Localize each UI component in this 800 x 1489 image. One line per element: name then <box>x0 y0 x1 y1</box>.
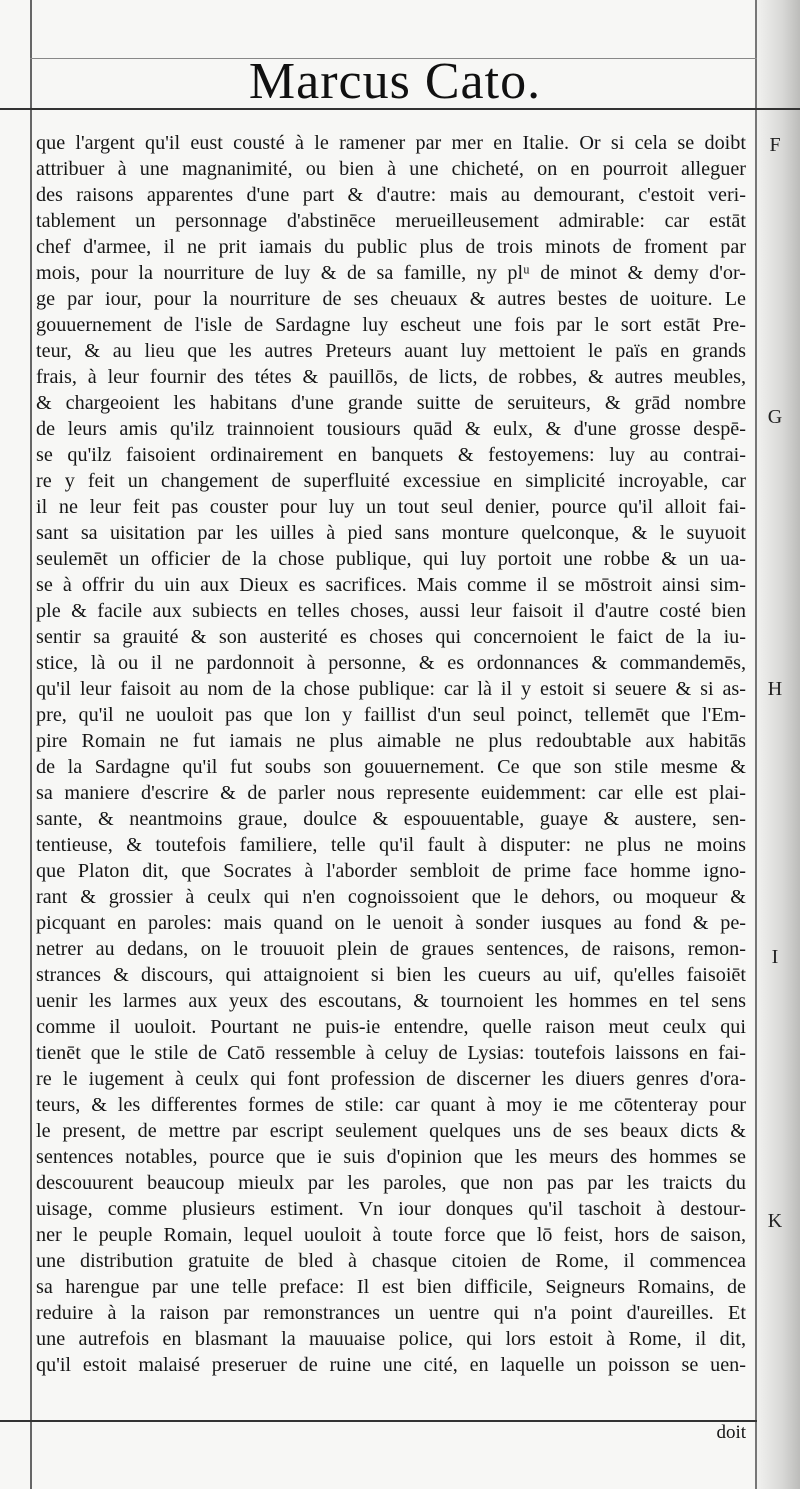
text-line: ner le peuple Romain, lequel uouloit à toute force que lō feist, hors de saison, <box>36 1224 746 1246</box>
text-line: que Platon dit, que Socrates à l'aborder sembloit de prime face homme igno- <box>36 860 746 882</box>
text-line: pre, qu'il ne uouloit pas que lon y faillist d'un seul poinct, tellemēt que l'Em- <box>36 704 746 726</box>
right-frame-rule <box>755 0 757 1489</box>
bottom-frame-rule <box>0 1420 757 1422</box>
text-line: rant & grossier à ceulx qui n'en cognoissoient que le dehors, ou moqueur & <box>36 886 746 908</box>
text-line: une autrefois en blasmant la mauuaise police, qui lors estoit à Rome, il dit, <box>36 1328 746 1350</box>
text-line: une distribution gratuite de bled à chasque citoien de Rome, il commencea <box>36 1250 746 1272</box>
text-line: gouuernement de l'isle de Sardagne luy escheut une fois par le sort estāt Pre- <box>36 314 746 336</box>
text-line: ge par iour, pour la nourriture de ses cheuaux & autres bestes de uoiture. Le <box>36 288 746 310</box>
left-frame-rule <box>30 0 32 1489</box>
text-line: re y feit un changement de superfluité excessiue en simplicité incroyable, car <box>36 470 746 492</box>
text-line: de la Sardagne qu'il fut soubs son gouuernement. Ce que son stile mesme & <box>36 756 746 778</box>
text-line: netrer au dedans, on le trouuoit plein de graues sentences, de raisons, remon- <box>36 938 746 960</box>
marginal-letter-i: I <box>771 946 779 968</box>
text-line: frais, à leur fournir des tétes & pauillōs, de licts, de robbes, & autres meubles, <box>36 366 746 388</box>
text-line: se à offrir du uin aux Dieux es sacrifices. Mais comme il se mōstroit ainsi sim- <box>36 574 746 596</box>
text-line: & chargeoient les habitans d'une grande suitte de seruiteurs, & grād nombre <box>36 392 746 414</box>
binding-shadow <box>756 0 800 1489</box>
text-line: picquant en paroles: mais quand on le uenoit à sonder iusques au fond & pe- <box>36 912 746 934</box>
text-line: sant sa uisitation par les uilles à pied sans monture quelconque, & le suyuoit <box>36 522 746 544</box>
text-line: tentieuse, & toutefois familiere, telle qu'il fault à disputer: ne plus ne moins <box>36 834 746 856</box>
text-line: des raisons apparentes d'une part & d'autre: mais au demourant, c'estoit veri- <box>36 184 746 206</box>
text-line: sa harengue par une telle preface: Il est bien difficile, Seigneurs Romains, de <box>36 1276 746 1298</box>
text-line: sante, & neantmoins graue, doulce & espouuentable, guaye & austere, sen- <box>36 808 746 830</box>
text-line: sentir sa grauité & son austerité es choses qui concernoient le faict de la iu- <box>36 626 746 648</box>
catchword: doit <box>716 1422 746 1443</box>
text-line: ple & facile aux subiects en telles choses, aussi leur faisoit il d'autre costé bien <box>36 600 746 622</box>
text-line: se qu'ilz faisoient ordinairement en banquets & festoyemens: luy au contrai- <box>36 444 746 466</box>
marginal-letter-k: K <box>767 1210 783 1232</box>
running-title: Marcus Cato. <box>248 53 542 110</box>
text-line: re le iugement à ceulx qui font profession de discerner les diuers genres d'ora- <box>36 1068 746 1090</box>
marginal-letter-h: H <box>767 678 783 700</box>
text-line: uenir les larmes aux yeux des escoutans, & tournoient les hommes en tel sens <box>36 990 746 1012</box>
text-line: reduire à la raison par remonstrances un uentre qui n'a point d'aureilles. Et <box>36 1302 746 1324</box>
text-line: comme il uouloit. Pourtant ne puis-ie entendre, quelle raison meut ceulx qui <box>36 1016 746 1038</box>
text-line: attribuer à une magnanimité, ou bien à une chicheté, on en pourroit alleguer <box>36 158 746 180</box>
text-line: que l'argent qu'il eust cousté à le ramener par mer en Italie. Or si cela se doibt <box>36 132 746 154</box>
text-line: qu'il leur faisoit au nom de la chose publique: car là il y estoit si seuere & si as- <box>36 678 746 700</box>
text-line: uisage, comme plusieurs estiment. Vn iour donques qu'il taschoit à destour- <box>36 1198 746 1220</box>
text-line: il ne leur feit pas couster pour luy un tout seul denier, pource qu'il alloit fai- <box>36 496 746 518</box>
text-line: sentences notables, pource que ie suis d'opinion que les meurs des hommes se <box>36 1146 746 1168</box>
marginal-letter-f: F <box>769 134 781 156</box>
text-line: strances & discours, qui attaignoient si bien les cueurs au uif, qu'elles faisoiēt <box>36 964 746 986</box>
text-line: pire Romain ne fut iamais ne plus aimable ne plus redoubtable aux habitās <box>36 730 746 752</box>
marginal-letter-g: G <box>767 406 783 428</box>
text-line: mois, pour la nourriture de luy & de sa famille, ny plᵘ de minot & demy d'or- <box>36 262 746 284</box>
text-line: sa maniere d'escrire & de parler nous represente euidemment: car elle est plai- <box>36 782 746 804</box>
text-line: descouurent beaucoup mieulx par les paroles, que non pas par les traicts du <box>36 1172 746 1194</box>
text-line: teurs, & les differentes formes de stile: car quant à moy ie me cōtenteray pour <box>36 1094 746 1116</box>
text-line: teur, & au lieu que les autres Preteurs auant luy mettoient le païs en grands <box>36 340 746 362</box>
text-line: stice, là ou il ne pardonnoit à personne, & es ordonnances & commandemēs, <box>36 652 746 674</box>
body-text <box>36 130 746 1378</box>
text-line: seulemēt un officier de la chose publique, qui luy portoit une robbe & un ua- <box>36 548 746 570</box>
text-line: de leurs amis qu'ilz trainnoient tousiours quād & eulx, & d'une grosse despē- <box>36 418 746 440</box>
text-line: chef d'armee, il ne prit iamais du public plus de trois minots de froment par <box>36 236 746 258</box>
text-line: tablement un personnage d'abstinēce merueilleusement admirable: car estāt <box>36 210 746 232</box>
text-line: qu'il estoit malaisé preseruer de ruine une cité, en laquelle un poisson se uen- <box>36 1354 746 1376</box>
text-line: le present, de mettre par escript seulement quelques uns de ses beaux dicts & <box>36 1120 746 1142</box>
text-line: tienēt que le stile de Catō ressemble à celuy de Lysias: toutefois laissons en fai- <box>36 1042 746 1064</box>
